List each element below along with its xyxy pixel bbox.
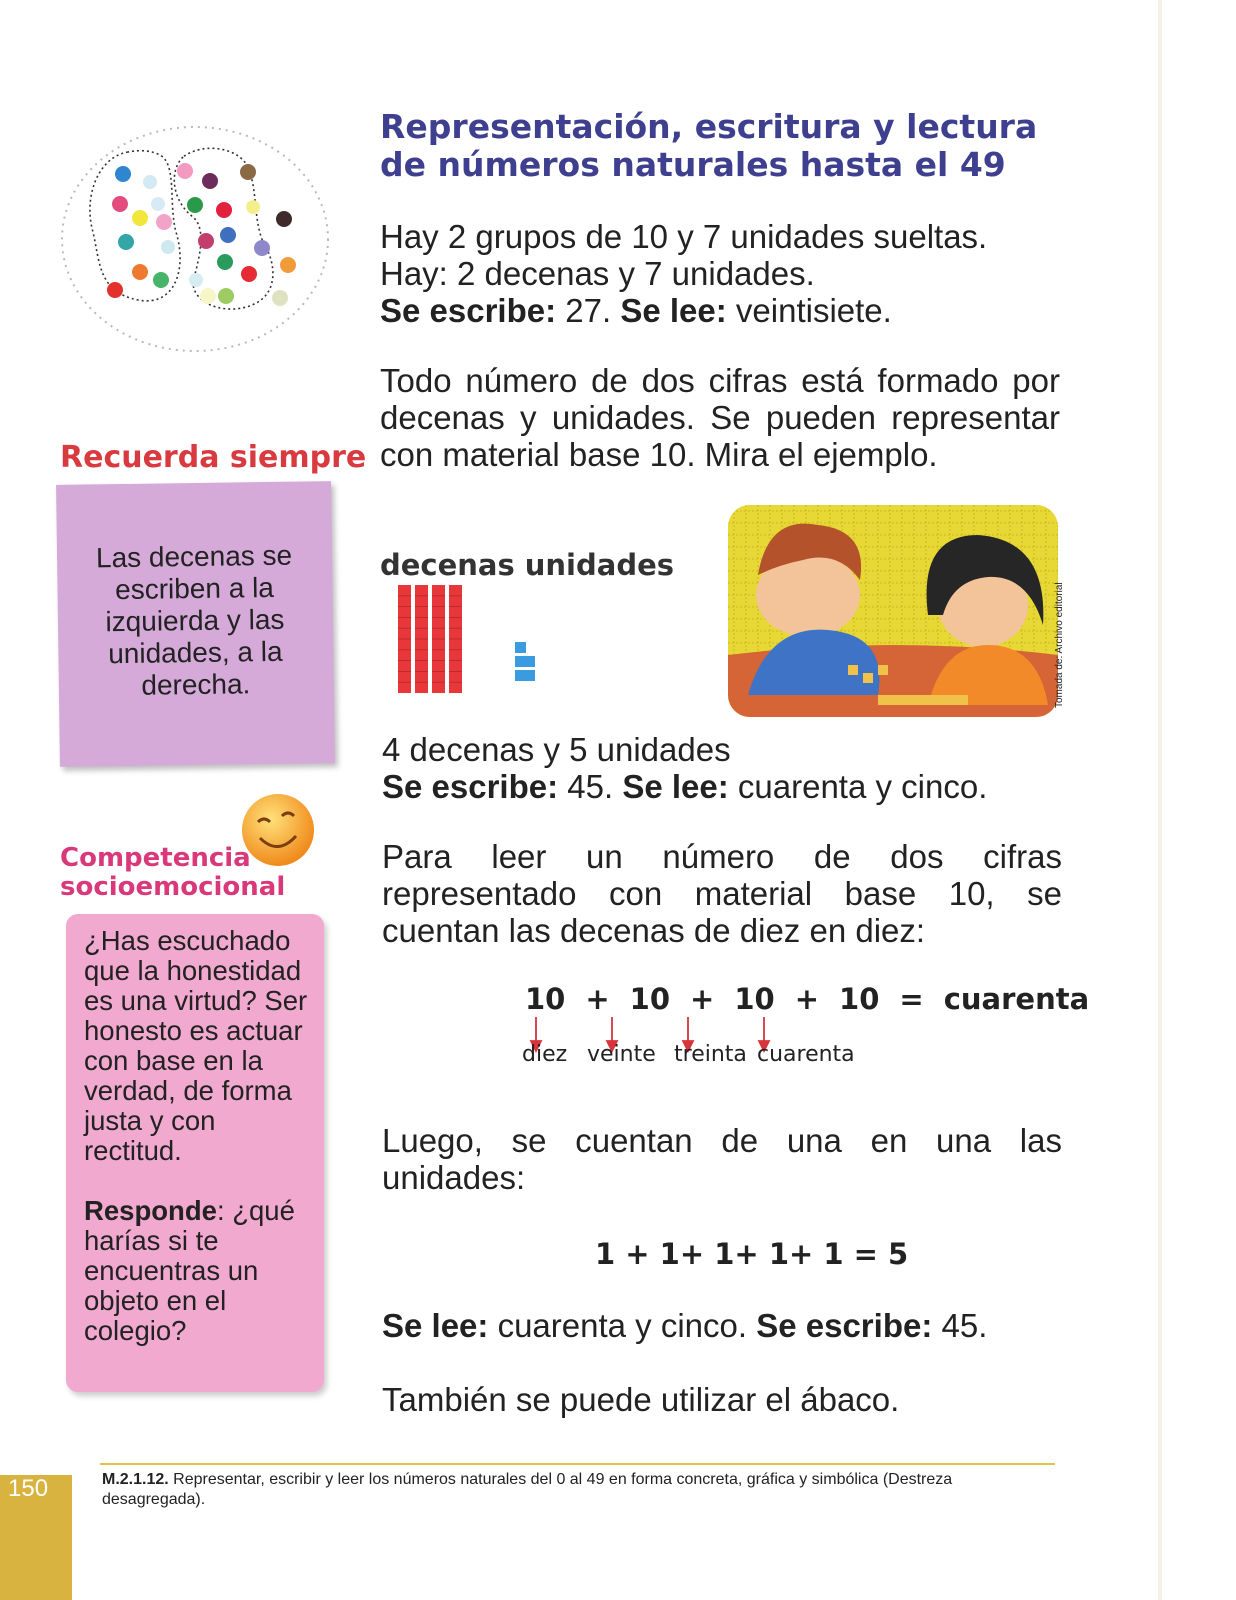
reading-method-paragraph: Para leer un número de dos cifras representado con material base 10, se cuentan las decenas de diez en diez: — [382, 838, 1062, 949]
word-diez: diez — [522, 1042, 568, 1067]
base10-blocks — [398, 580, 558, 700]
responde-question: : ¿qué harías si te encuentras un objeto en el colegio? — [84, 1195, 295, 1346]
unit-cube — [524, 656, 535, 667]
value-27: 27. — [556, 292, 621, 329]
competencia-box — [66, 914, 324, 1392]
sticky-note — [56, 481, 335, 767]
page-edge — [1158, 0, 1162, 1600]
eq-operator: + — [690, 982, 715, 1016]
intro-paragraph — [380, 218, 1060, 329]
units-paragraph: Luego, se cuentan de una en una las unidades: — [382, 1122, 1062, 1196]
competencia-title — [60, 844, 285, 902]
reading-result — [382, 1307, 1062, 1344]
page-title: Representación, escritura y lectura de números naturales hasta el 49 — [380, 107, 1038, 184]
abacus-note: También se puede utilizar el ábaco. — [382, 1381, 900, 1418]
unit-cube — [515, 642, 526, 653]
eq-term: 10 — [525, 982, 566, 1016]
label-se-lee: Se lee: — [622, 768, 729, 805]
competencia-title-line-1: Competencia — [60, 843, 251, 873]
competencia-text-block — [84, 926, 320, 1346]
page-number-tab — [0, 1475, 72, 1600]
label-se-escribe: Se escribe: — [382, 768, 559, 805]
ten-rod — [415, 585, 428, 693]
eq-operator: + — [585, 982, 610, 1016]
eq-operator: = — [899, 982, 924, 1016]
eq-term: 10 — [629, 982, 671, 1016]
word-treinta: treinta — [674, 1042, 747, 1067]
block-labels — [380, 548, 684, 582]
competencia-text: ¿Has escuchado que la honestidad es una virtud? Ser honesto es actuar con base en la verdad, de forma justa y con rectitud. — [84, 925, 308, 1166]
eq-term: 10 — [839, 982, 880, 1016]
intro-line-1: Hay 2 grupos de 10 y 7 unidades sueltas. — [380, 218, 988, 255]
value-cuarenta-y-cinco: cuarenta y cinco. — [488, 1307, 757, 1344]
intro-line-3 — [380, 292, 1060, 329]
recuerda-siempre-title: Recuerda siempre — [60, 440, 367, 475]
example-paragraph — [382, 731, 1062, 805]
label-unidades: unidades — [524, 548, 675, 582]
value-45: 45. — [558, 768, 623, 805]
footer-divider — [100, 1463, 1055, 1465]
skill-description: Representar, escribir y leer los números naturales del 0 al 49 en forma concreta, gráfica y simbólica (Destreza desagregada). — [102, 1471, 953, 1508]
competencia-title-line-2: socioemocional — [60, 872, 286, 902]
eq-result: cuarenta — [943, 982, 1090, 1016]
eq-term: 10 — [734, 982, 775, 1016]
page-number: 150 — [8, 1475, 49, 1502]
ten-rod — [432, 585, 445, 693]
label-se-lee: Se lee: — [620, 292, 727, 329]
value-veintisiete: veintisiete. — [726, 292, 892, 329]
skill-code: M.2.1.12. — [102, 1471, 169, 1488]
intro-line-2: Hay: 2 decenas y 7 unidades. — [380, 255, 815, 292]
responde-label: Responde — [84, 1195, 217, 1226]
word-veinte: veinte — [587, 1042, 656, 1067]
unit-cube — [524, 670, 535, 681]
label-se-escribe: Se escribe: — [756, 1307, 933, 1344]
skill-footnote — [102, 1470, 1002, 1510]
children-counting-illustration — [728, 505, 1058, 717]
ten-rod — [449, 585, 462, 693]
label-se-lee: Se lee: — [382, 1307, 489, 1344]
dots-grouping-illustration — [58, 122, 333, 357]
responde-prompt — [84, 1196, 320, 1346]
value-45: 45. — [932, 1307, 988, 1344]
eq-operator: + — [794, 982, 820, 1016]
example-line-2 — [382, 768, 1062, 805]
label-se-escribe: Se escribe: — [380, 292, 557, 329]
label-decenas: decenas — [380, 548, 515, 582]
sticky-note-text: Las decenas se escriben a la izquierda y las unidades, a la derecha. — [95, 539, 293, 701]
example-line-1: 4 decenas y 5 unidades — [382, 731, 731, 768]
units-equation: 1 + 1+ 1+ 1+ 1 = 5 — [595, 1237, 909, 1271]
explanation-paragraph: Todo número de dos cifras está formado por decenas y unidades. Se pueden representar con material base 10. Mira el ejemplo. — [380, 362, 1060, 473]
value-cuarenta-y-cinco: cuarenta y cinco. — [728, 768, 988, 805]
word-cuarenta: cuarenta — [757, 1042, 855, 1067]
tens-equation — [525, 982, 1109, 1016]
image-credit: Tomada de: Archivo editorial — [1054, 582, 1065, 708]
ten-rod — [398, 585, 411, 693]
